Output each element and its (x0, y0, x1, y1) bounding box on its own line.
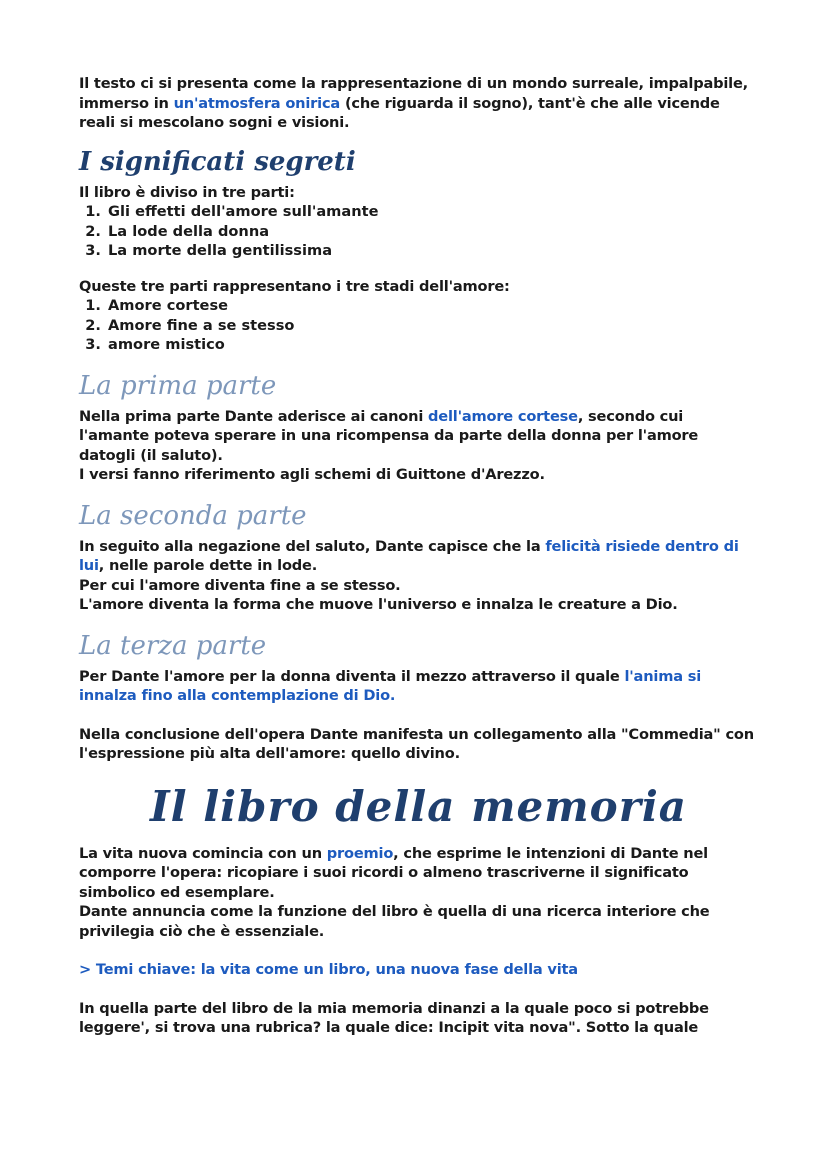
heading-significati: I significati segreti (79, 146, 356, 177)
list-item: 1. Amore cortese (106, 296, 758, 316)
heading-terza-parte: La terza parte (79, 630, 267, 661)
list-item: 2. Amore fine a se stesso (106, 316, 758, 336)
prima-text-c: , secondo cui l'amante poteva sperare in una ricompensa da parte della donna per l'amore datogli (il saluto). (79, 407, 699, 464)
list-item: 3. La morte della gentilissima (106, 241, 758, 261)
heading-prima-parte: La prima parte (79, 370, 277, 401)
seconda-text-c: , nelle parole dette in lode. (98, 557, 318, 574)
list-item: 3. amore mistico (106, 335, 758, 355)
intro-text-c: (che riguarda il sogno), tant'è che alle vicende reali si mescolano sogni e visioni. (79, 94, 720, 131)
memoria-quote: In quella parte del libro de la mia memoria dinanzi a la quale poco si potrebbe leggere', si trova una rubrica? la quale dice: Incipit vita nova". Sotto la quale (79, 999, 709, 1036)
terza-paragraph (79, 667, 758, 706)
prima-paragraph (79, 407, 758, 466)
prima-highlight: dell'amore cortese (428, 407, 578, 425)
terza-highlight: l'anima si innalza fino alla contemplazione di Dio. (79, 667, 702, 704)
memoria-text-a: La vita nuova comincia con un (79, 844, 327, 862)
seconda-paragraph (79, 537, 758, 576)
prima-text-a: Nella prima parte Dante aderisce ai canoni (79, 407, 429, 425)
terza-paragraph-2: Nella conclusione dell'opera Dante manifesta un collegamento alla "Commedia" con l'espressione più alta dell'amore: quello divino. (79, 725, 754, 762)
memoria-paragraph (79, 844, 758, 903)
list-item: 1. Gli effetti dell'amore sull'amante (106, 202, 758, 222)
seconda-highlight: felicità risiede dentro di lui (79, 537, 739, 574)
parts-list (79, 202, 758, 261)
list-item: 2. La lode della donna (106, 222, 758, 242)
parts-lead: Il libro è diviso in tre parti: (79, 183, 295, 201)
memoria-highlight: proemio (326, 844, 394, 862)
seconda-paragraph-3: L'amore diventa la forma che muove l'universo e innalza le creature a Dio. (79, 596, 678, 613)
terza-text-a: Per Dante l'amore per la donna diventa il mezzo attraverso il quale (79, 667, 625, 685)
seconda-text-a: In seguito alla negazione del saluto, Dante capisce che la (79, 537, 546, 555)
heading-libro-memoria: Il libro della memoria (149, 781, 687, 831)
intro-highlight: un'atmosfera onirica (173, 94, 341, 112)
prima-paragraph-2: I versi fanno riferimento agli schemi di Guittone d'Arezzo. (79, 466, 545, 483)
memoria-paragraph-2: Dante annuncia come la funzione del libro è quella di una ricerca interiore che privilegia ciò che è essenziale. (79, 903, 710, 940)
stages-list (79, 296, 758, 355)
key-themes: > Temi chiave: la vita come un libro, una nuova fase della vita (79, 961, 578, 978)
stages-lead: Queste tre parti rappresentano i tre stadi dell'amore: (79, 277, 510, 295)
intro-text-a: Il testo ci si presenta come la rappresentazione di un mondo surreale, impalpabile, immerso in (79, 75, 748, 112)
intro-paragraph (79, 74, 758, 133)
memoria-text-c: , che esprime le intenzioni di Dante nel comporre l'opera: ricopiare i suoi ricordi o almeno trascriverne il significato simbolico ed esemplare. (79, 844, 708, 901)
heading-seconda-parte: La seconda parte (79, 500, 307, 531)
seconda-paragraph-2: Per cui l'amore diventa fine a se stesso. (79, 576, 401, 594)
